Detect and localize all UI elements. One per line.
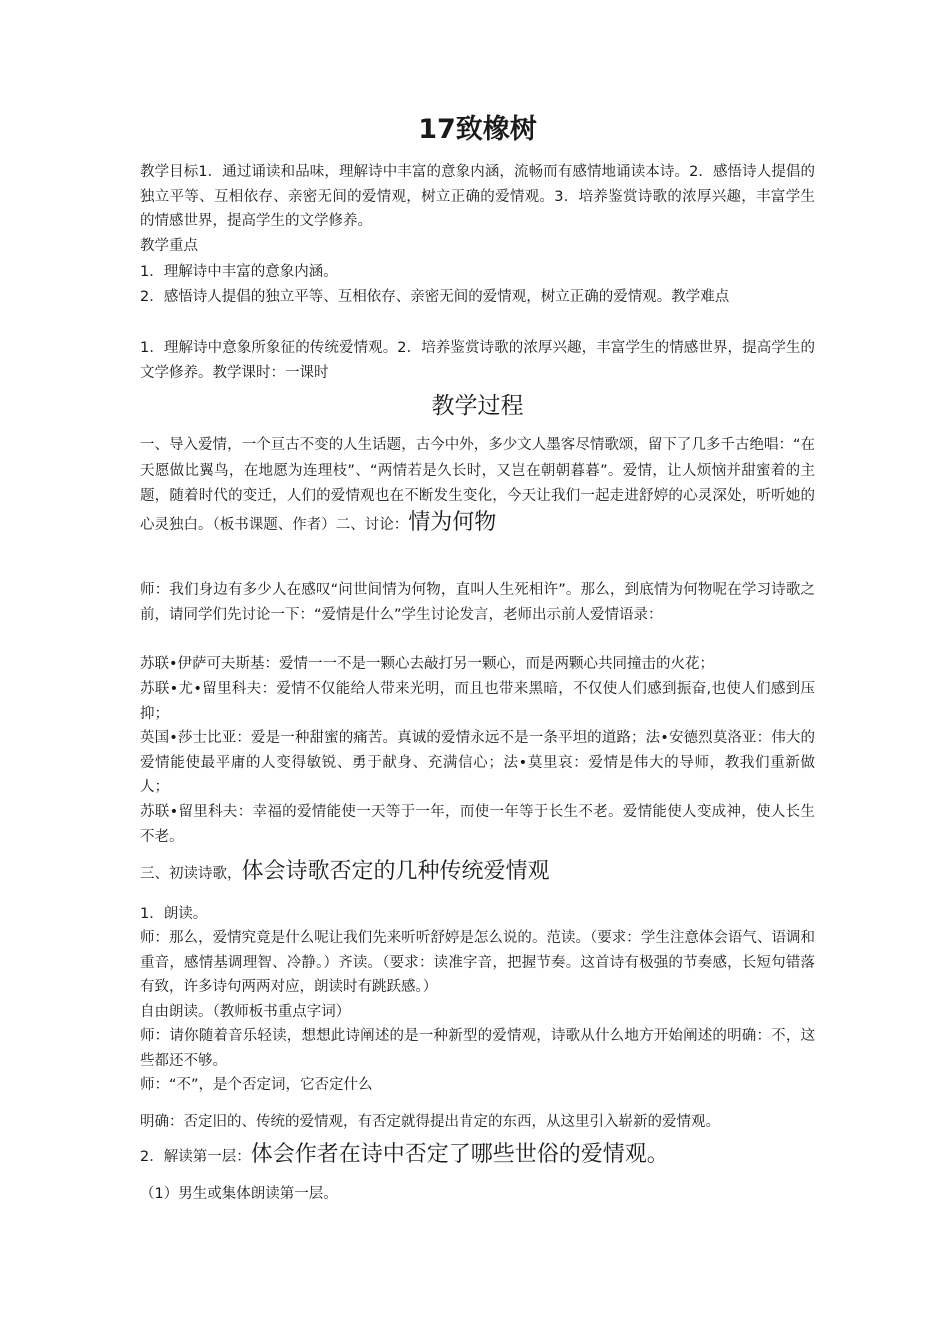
key-point-1: 1．理解诗中丰富的意象内涵。 (140, 264, 338, 280)
key-point-2: 2．感悟诗人提倡的独立平等、互相依存、亲密无间的爱情观，树立正确的爱情观。教学难点 (140, 289, 730, 305)
discuss-prefix: 讨论： (364, 516, 409, 533)
teaching-difficulty: 1．理解诗中意象所象征的传统爱情观。2．培养鉴赏诗歌的浓厚兴趣，丰富学生的情感世界，提高学生的文学修养。教学课时：一课时 (140, 340, 815, 381)
step-2-heading: 体会作者在诗中否定了哪些世俗的爱情观。 (250, 1142, 669, 1167)
teacher-paragraph-3: 师：请你随着音乐轻读，想想此诗阐述的是一种新型的爱情观，诗歌从什么地方开始阐述的明确：不，这些都还不够。 (140, 1028, 815, 1069)
quote-1: 苏联•伊萨可夫斯基：爱情一一不是一颗心去敲打另一颗心，而是两颗心共同撞击的火花； (140, 656, 715, 672)
step-2-prefix: 2．解读第一层： (140, 1149, 251, 1165)
quote-2: 苏联•尤•留里科夫：爱情不仅能给人带来光明，而且也带来黑暗，不仅使人们感到振奋,也使人们感到压抑； (140, 681, 815, 722)
part3-heading-line (140, 857, 815, 889)
teacher-paragraph-4: 师：“不”，是个否定词，它否定什么 (140, 1077, 373, 1093)
step-1: 1．朗读。 (140, 906, 208, 922)
intro-text: 一、导入爱情，一个亘古不变的人生话题，古今中外，多少文人墨客尽情歌颂，留下了几多千古绝唱：“在天愿做比翼鸟，在地愿为连理枝”、“两情若是久长时，又岂在朝朝暮暮”。爱情，让人烦恼并甜蜜着的主题，随着时代的变迁，人们的爱情观也在不断发生变化，今天让我们一起走进舒婷的心灵深处，听听她的心灵独白。（板书课题、作者）二、 (140, 437, 815, 533)
teacher-paragraph-2: 师：那么，爱情究竟是什么呢让我们先来听听舒婷是怎么说的。范读。（要求：学生注意体会语气、语调和重音，感情基调理智、冷静。）齐读。（要求：读准字音，把握节奏。这首诗有极强的节奏感，长短句错落有致，许多诗句两两对应，朗读时有跳跃感。） (140, 930, 815, 995)
discuss-heading: 情为何物 (408, 509, 497, 535)
quote-4: 苏联•留里科夫：幸福的爱情能使一天等于一年，而使一年等于长生不老。爱情能使人变成神，使人长生不老。 (140, 804, 815, 845)
quote-3: 英国•莎士比亚：爱是一种甜蜜的痛苦。真诚的爱情永远不是一条平坦的道路；法•安德烈莫洛亚：伟大的爱情能使最平庸的人变得敏锐、勇于献身、充满信心；法•莫里哀：爱情是伟大的导师，教我们重新做人； (140, 730, 815, 795)
key-points-heading: 教学重点 (140, 238, 198, 254)
free-read: 自由朗读。（教师板书重点字词） (140, 1004, 351, 1020)
clarify-paragraph: 明确：否定旧的、传统的爱情观，有否定就得提出肯定的东西，从这里引入崭新的爱情观。 (140, 1114, 720, 1130)
part3-prefix: 三、初读诗歌， (140, 866, 242, 882)
intro-paragraph (140, 433, 815, 538)
step-2-sub: （1）男生或集体朗读第一层。 (140, 1186, 338, 1202)
part3-heading: 体会诗歌否定的几种传统爱情观 (241, 859, 550, 884)
document-title: 17致橡树 (418, 114, 537, 145)
teaching-objectives: 教学目标1．通过诵读和品味，理解诗中丰富的意象内涵，流畅而有感情地诵读本诗。2．感悟诗人提倡的独立平等、互相依存、亲密无间的爱情观，树立正确的爱情观。3．培养鉴赏诗歌的浓厚兴趣，丰富学生的情感世界，提高学生的文学修养。 (140, 164, 815, 229)
process-heading: 教学过程 (431, 393, 524, 419)
teacher-paragraph-1: 师：我们身边有多少人在感叹“问世间情为何物，直叫人生死相许”。那么，到底情为何物呢在学习诗歌之前，请同学们先讨论一下：“爱情是什么”学生讨论发言，老师出示前人爱情语录： (140, 582, 815, 623)
step-2-line (140, 1140, 815, 1172)
